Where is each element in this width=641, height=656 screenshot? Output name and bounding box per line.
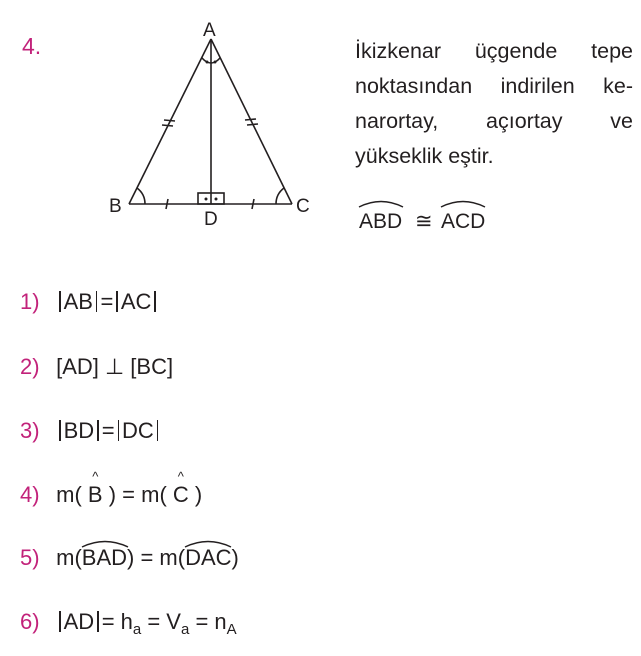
subscript: A <box>226 621 237 638</box>
label-b: B <box>109 196 122 217</box>
item-text: [AD] ⊥ [BC] <box>56 354 174 379</box>
list-item <box>20 289 159 319</box>
list-item <box>20 418 161 448</box>
operator: = <box>100 289 114 314</box>
side-ac <box>211 39 292 204</box>
list-item <box>20 545 239 575</box>
angle-c-arc <box>276 188 284 204</box>
caret-mark: ^ <box>177 469 184 484</box>
list-item <box>20 469 203 512</box>
segment: DC <box>122 418 154 443</box>
item-number: 2) <box>20 354 40 379</box>
label-a: A <box>203 20 216 41</box>
segment: AB <box>63 289 93 314</box>
paragraph-line: İkizkenar üçgende tepe <box>355 39 633 63</box>
function-open: m( <box>56 482 82 507</box>
paragraph-line: yükseklik eştir. <box>355 144 494 168</box>
operator: = <box>101 418 115 443</box>
angle-b-arc <box>137 188 145 204</box>
list-item <box>20 354 173 384</box>
item-number: 1) <box>20 289 40 314</box>
angle-acd: ACD <box>441 210 486 233</box>
side-ab <box>129 39 211 204</box>
item-number: 4) <box>20 482 40 507</box>
list-item <box>20 609 237 639</box>
paragraph-line: narortay, açıortay ve <box>355 109 633 133</box>
tick-ac-2 <box>245 119 256 120</box>
angle-bad: BAD <box>81 545 128 570</box>
equation-middle: ) = m( <box>108 482 167 507</box>
angle-abd: ABD <box>359 210 403 233</box>
subscript: a <box>132 621 142 638</box>
function-close: ) <box>231 545 239 570</box>
tick-dc <box>252 199 254 209</box>
tick-ac-1 <box>247 124 258 125</box>
tick-bd <box>166 199 168 209</box>
explanation-paragraph <box>355 34 633 174</box>
problem-number: 4. <box>22 33 42 59</box>
tick-ab-2 <box>164 120 175 121</box>
angle-b: B <box>87 482 103 507</box>
label-d: D <box>204 209 218 230</box>
segment: BD <box>63 418 95 443</box>
paragraph-line: noktasından indirilen ke- <box>355 74 633 98</box>
label-c: C <box>296 196 310 217</box>
isosceles-triangle-figure <box>104 18 324 233</box>
item-number: 3) <box>20 418 40 443</box>
angle-c: C <box>172 482 189 507</box>
segment: AC <box>120 289 152 314</box>
tick-ab-1 <box>162 125 173 126</box>
subscript: a <box>180 621 190 638</box>
equation-middle: ) = m( <box>127 545 186 570</box>
angle-dac: DAC <box>185 545 232 570</box>
item-number: 5) <box>20 545 40 570</box>
equation-part: = h <box>101 609 133 634</box>
equation-part: = V <box>141 609 181 634</box>
angle-congruence <box>357 196 517 236</box>
congruent-symbol: ≅ <box>415 210 433 233</box>
caret-mark: ^ <box>92 469 99 484</box>
equation-part: = n <box>189 609 227 634</box>
function-open: m( <box>56 545 82 570</box>
segment: AD <box>63 609 95 634</box>
function-close: ) <box>194 482 203 507</box>
item-number: 6) <box>20 609 40 634</box>
